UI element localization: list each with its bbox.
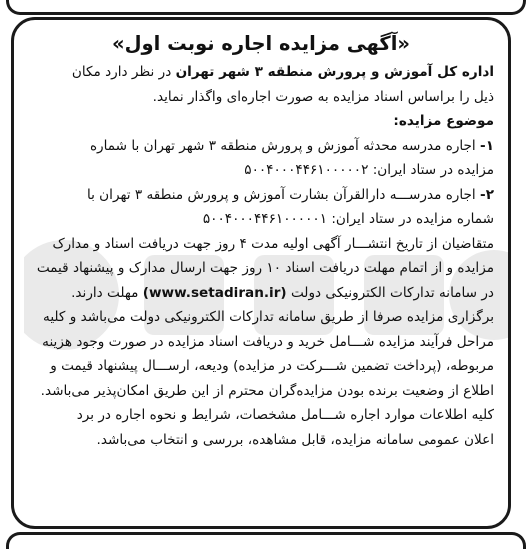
notice-frame	[11, 17, 511, 529]
body-line-6: مربوطه، (پرداخت تضمین شـــرکت در مزایده) ودیعه، ارســـال پیشنهاد قیمت و	[50, 358, 494, 374]
item-2-number: ۲-	[480, 186, 494, 203]
subject-heading: موضوع مزایده:	[393, 113, 494, 129]
intro-line-2: ذیل را براساس اسناد مزایده به صورت اجاره‌ای واگذار نماید.	[152, 88, 494, 105]
body-line-1: متقاضیان از تاریخ انتشـــار آگهی اولیه مدت ۴ روز جهت دریافت اسناد و مدارک	[52, 235, 494, 252]
item-2-line-1: ۲- اجاره مدرســـه دارالقرآن بشارت آموزش و پرورش منطقه ۳ تهران با	[86, 186, 494, 203]
intro-line-1: اداره کل آموزش و پرورش منطقه ۳ شهر تهران در نظر دارد مکان	[71, 64, 494, 80]
body-line-3: در سامانه تدارکات الکترونیکی دولت (www.setadiran.ir) مهلت دارند.	[71, 284, 494, 301]
body-line-4: برگزاری مزایده صرفا از طریق سامانه تدارکات الکترونیکی دولت می‌باشد و کلیه	[43, 309, 494, 325]
item-2-line-2: شماره مزایده در ستاد ایران: ۵۰۰۴۰۰۰۴۴۶۱۰۰۰۰۰۱	[202, 211, 494, 227]
organization-name: اداره کل آموزش و پرورش منطقه ۳ شهر تهران	[175, 64, 494, 80]
setadiran-website: (www.setadiran.ir)	[142, 284, 287, 301]
item-1-line-1: ۱- اجاره مدرسه محدثه آموزش و پرورش منطقه ۳ شهر تهران با شماره	[89, 137, 494, 154]
next-notice-border	[6, 532, 526, 549]
body-line-7: اطلاع از وضعیت برنده بودن مزایده‌گران محترم از این طریق امکان‌پذیر می‌باشد.	[40, 382, 494, 399]
body-line-9: اعلان عمومی سامانه مزایده، قابل مشاهده، بررسی و انتخاب می‌باشد.	[96, 431, 494, 448]
body-line-8: کلیه اطلاعات موارد اجاره شـــامل مشخصات، شرایط و نحوه اجاره در برد	[76, 407, 494, 423]
notice-body	[28, 30, 494, 452]
previous-notice-border	[6, 0, 526, 15]
item-1-number: ۱-	[480, 137, 494, 154]
notice-title: «آگهی مزایده اجاره نوبت اول»	[112, 32, 410, 55]
body-line-2: مزایده و از اتمام مهلت دریافت اسناد ۱۰ روز جهت ارسال مدارک و پیشنهاد قیمت	[36, 260, 494, 276]
body-line-5: مراحل فرآیند مزایده شـــامل خرید و دریافت اسناد مزایده در صورت وجود هزینه	[42, 333, 494, 350]
item-1-line-2: مزایده در ستاد ایران: ۵۰۰۴۰۰۰۴۴۶۱۰۰۰۰۰۲	[244, 162, 494, 178]
